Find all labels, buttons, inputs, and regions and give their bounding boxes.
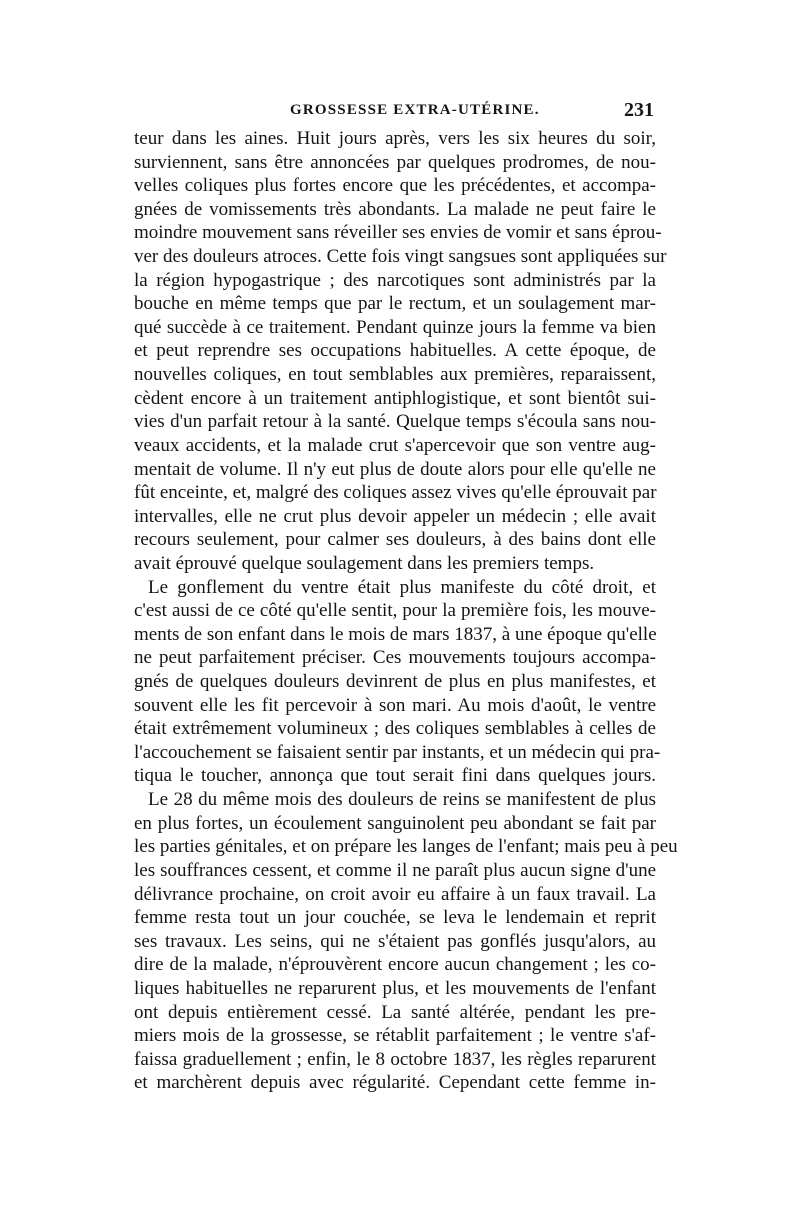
text-line: dire de la malade, n'éprouvèrent encore aucun changement ; les co- — [134, 954, 656, 976]
text-line: femme resta tout un jour couchée, se leva le lendemain et reprit — [134, 907, 656, 929]
text-line: les parties génitales, et on prépare les langes de l'enfant; mais peu à peu — [134, 836, 678, 858]
text-line: nouvelles coliques, en tout semblables aux premières, reparaissent, — [134, 364, 656, 386]
running-head-title: GROSSESSE EXTRA-UTÉRINE. — [290, 102, 540, 118]
text-line: cèdent encore à un traitement antiphlogistique, et sont bientôt sui- — [134, 387, 656, 409]
text-line: la région hypogastrique ; des narcotiques sont administrés par la — [134, 269, 656, 291]
text-line: ne peut parfaitement préciser. Ces mouvements toujours accompa- — [134, 647, 656, 669]
text-line: miers mois de la grossesse, se rétablit parfaitement ; le ventre s'af- — [134, 1025, 656, 1047]
text-line: qué succède à ce traitement. Pendant quinze jours la femme va bien — [134, 316, 656, 338]
text-line: ses travaux. Les seins, qui ne s'étaient pas gonflés jusqu'alors, au — [134, 930, 656, 952]
text-line: l'accouchement se faisaient sentir par instants, et un médecin qui pra- — [134, 741, 661, 763]
text-line: surviennent, sans être annoncées par quelques prodromes, de nou- — [134, 151, 656, 173]
text-line: ments de son enfant dans le mois de mars 1837, à une époque qu'elle — [134, 623, 657, 645]
text-line: ont depuis entièrement cessé. La santé altérée, pendant les pre- — [134, 1001, 656, 1023]
text-line: délivrance prochaine, on croit avoir eu affaire à un faux travail. La — [134, 883, 656, 905]
text-line: c'est aussi de ce côté qu'elle sentit, pour la première fois, les mouve- — [134, 600, 656, 622]
text-line: bouche en même temps que par le rectum, et un soulagement mar- — [134, 293, 656, 315]
text-line: faissa graduellement ; enfin, le 8 octobre 1837, les règles reparurent — [134, 1048, 656, 1070]
paragraph-first-line: Le 28 du même mois des douleurs de reins se manifestent de plus — [148, 789, 656, 811]
text-line: vies d'un parfait retour à la santé. Quelque temps s'écoula sans nou- — [134, 411, 656, 433]
text-line: était extrêmement volumineux ; des coliques semblables à celles de — [134, 718, 656, 740]
text-line: ver des douleurs atroces. Cette fois vingt sangsues sont appliquées sur — [134, 246, 667, 268]
text-line: liques habituelles ne reparurent plus, et les mouvements de l'enfant — [134, 977, 656, 999]
text-line: gnés de quelques douleurs devinrent de plus en plus manifestes, et — [134, 671, 656, 693]
text-line: les souffrances cessent, et comme il ne paraît plus aucun signe d'une — [134, 859, 656, 881]
text-line: et peut reprendre ses occupations habituelles. A cette époque, de — [134, 340, 656, 362]
page-number: 231 — [624, 99, 654, 121]
running-head — [136, 98, 654, 122]
text-line: teur dans les aines. Huit jours après, vers les six heures du soir, — [134, 128, 656, 149]
text-line: mentait de volume. Il n'y eut plus de doute alors pour elle qu'elle ne — [134, 458, 656, 480]
paragraph-first-line: Le gonflement du ventre était plus manifeste du côté droit, et — [148, 576, 656, 598]
text-line: gnées de vomissements très abondants. La malade ne peut faire le — [134, 198, 656, 220]
text-line: souvent elle les fit percevoir à son mari. Au mois d'août, le ventre — [134, 694, 656, 716]
text-line: en plus fortes, un écoulement sanguinolent peu abondant se fait par — [134, 812, 656, 834]
text-line: intervalles, elle ne crut plus devoir appeler un médecin ; elle avait — [134, 505, 656, 527]
text-line: moindre mouvement sans réveiller ses envies de vomir et sans éprou- — [134, 222, 662, 244]
body-text — [134, 127, 678, 1095]
paragraph-end-line: avait éprouvé quelque soulagement dans les premiers temps. — [134, 552, 595, 574]
text-line: recours seulement, pour calmer ses douleurs, à des bains dont elle — [134, 529, 656, 551]
text-line: veaux accidents, et la malade crut s'apercevoir que son ventre aug- — [134, 434, 656, 456]
text-line: velles coliques plus fortes encore que les précédentes, et accompa- — [134, 175, 656, 197]
text-line: et marchèrent depuis avec régularité. Cependant cette femme in- — [134, 1072, 656, 1094]
text-line: fût enceinte, et, malgré des coliques assez vives qu'elle éprouvait par — [134, 482, 657, 504]
text-line: tiqua le toucher, annonça que tout serait fini dans quelques jours. — [134, 765, 656, 787]
